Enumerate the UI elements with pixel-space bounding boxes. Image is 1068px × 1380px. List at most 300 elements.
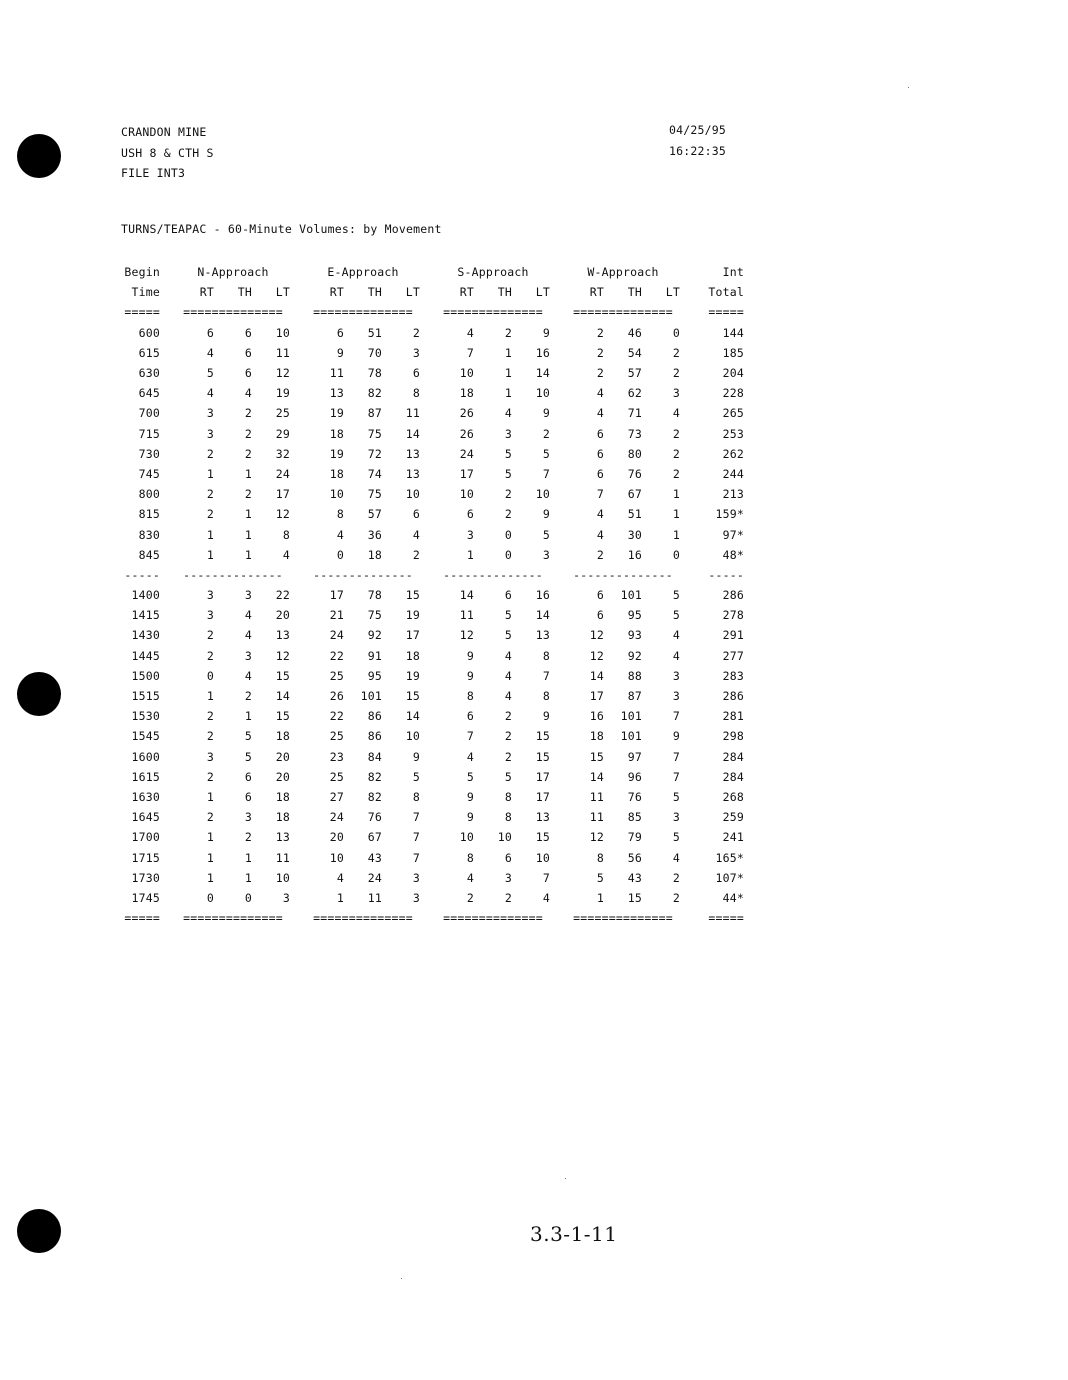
volume-cell: 9 bbox=[542, 406, 550, 421]
volume-cell: 6 bbox=[244, 325, 252, 340]
volume-cell: 15 bbox=[535, 830, 550, 845]
column-gap bbox=[680, 524, 696, 544]
volume-cell: 80 bbox=[627, 446, 642, 461]
column-gap bbox=[550, 504, 566, 524]
total-cell: 185 bbox=[722, 345, 744, 360]
column-gap bbox=[680, 262, 696, 282]
table-row bbox=[118, 484, 744, 504]
volume-cell: 4 bbox=[244, 668, 252, 683]
column-gap bbox=[420, 343, 436, 363]
total-cell: 262 bbox=[722, 446, 744, 461]
volume-cell: 4 bbox=[504, 406, 512, 421]
volume-cell: 3 bbox=[672, 689, 680, 704]
volume-cell: 19 bbox=[275, 386, 290, 401]
volume-cell: 12 bbox=[275, 648, 290, 663]
volume-cell: 3 bbox=[504, 870, 512, 885]
volume-cell: 78 bbox=[367, 366, 382, 381]
volume-cell: 3 bbox=[542, 547, 550, 562]
begin-time-cell: 615 bbox=[138, 345, 160, 360]
column-gap bbox=[420, 403, 436, 423]
volume-cell: 10 bbox=[405, 729, 420, 744]
total-cell: 278 bbox=[722, 608, 744, 623]
volume-cell: 7 bbox=[542, 466, 550, 481]
rule-segment: ----- bbox=[124, 567, 160, 582]
volume-cell: 56 bbox=[627, 850, 642, 865]
column-gap bbox=[420, 323, 436, 343]
volume-cell: 17 bbox=[535, 769, 550, 784]
column-gap bbox=[550, 585, 566, 605]
table-row bbox=[118, 363, 744, 383]
volume-cell: 13 bbox=[329, 386, 344, 401]
volume-cell: 76 bbox=[367, 810, 382, 825]
volume-cell: 75 bbox=[367, 608, 382, 623]
rule-segment: ===== bbox=[124, 305, 160, 320]
volume-cell: 24 bbox=[459, 446, 474, 461]
volume-cell: 1 bbox=[244, 870, 252, 885]
volume-cell: 6 bbox=[336, 325, 344, 340]
volume-cell: 7 bbox=[412, 850, 420, 865]
volume-cell: 20 bbox=[275, 608, 290, 623]
volume-cell: 5 bbox=[542, 527, 550, 542]
column-gap bbox=[550, 545, 566, 565]
table-row bbox=[118, 706, 744, 726]
begin-time-cell: 1445 bbox=[131, 648, 160, 663]
volume-cell: 8 bbox=[412, 386, 420, 401]
volume-cell: 8 bbox=[504, 789, 512, 804]
total-cell: 241 bbox=[722, 830, 744, 845]
total-cell: 48* bbox=[722, 547, 744, 562]
volume-cell: 6 bbox=[244, 366, 252, 381]
column-gap bbox=[290, 807, 306, 827]
volume-cell: 5 bbox=[244, 749, 252, 764]
volume-cell: 5 bbox=[542, 446, 550, 461]
volume-cell: 101 bbox=[360, 689, 382, 704]
movement-header: RT bbox=[589, 285, 604, 300]
volume-cell: 7 bbox=[672, 709, 680, 724]
volume-cell: 3 bbox=[504, 426, 512, 441]
volume-cell: 3 bbox=[206, 426, 214, 441]
begin-time-cell: 800 bbox=[138, 487, 160, 502]
begin-time-cell: 830 bbox=[138, 527, 160, 542]
column-gap bbox=[550, 686, 566, 706]
total-cell: 265 bbox=[722, 406, 744, 421]
rule-segment: ===== bbox=[124, 911, 160, 926]
volume-cell: 3 bbox=[412, 345, 420, 360]
column-gap bbox=[420, 646, 436, 666]
volume-cell: 12 bbox=[275, 366, 290, 381]
column-gap bbox=[550, 343, 566, 363]
table-row bbox=[118, 605, 744, 625]
volume-cell: 4 bbox=[542, 890, 550, 905]
volume-cell: 7 bbox=[466, 345, 474, 360]
movement-header: RT bbox=[459, 285, 474, 300]
column-gap bbox=[160, 403, 176, 423]
volume-cell: 6 bbox=[596, 466, 604, 481]
column-gap bbox=[290, 868, 306, 888]
begin-time-cell: 1500 bbox=[131, 668, 160, 683]
column-gap bbox=[420, 524, 436, 544]
volume-cell: 8 bbox=[466, 850, 474, 865]
column-gap bbox=[290, 282, 306, 302]
volume-cell: 1 bbox=[206, 870, 214, 885]
column-gap bbox=[680, 424, 696, 444]
total-cell: 44* bbox=[722, 890, 744, 905]
volume-cell: 11 bbox=[275, 850, 290, 865]
column-gap bbox=[290, 484, 306, 504]
column-gap bbox=[420, 827, 436, 847]
column-gap bbox=[420, 767, 436, 787]
column-gap bbox=[550, 565, 566, 585]
volume-cell: 19 bbox=[405, 668, 420, 683]
column-gap bbox=[550, 323, 566, 343]
volume-cell: 19 bbox=[329, 406, 344, 421]
column-gap bbox=[160, 383, 176, 403]
volume-cell: 9 bbox=[466, 648, 474, 663]
project-name: CRANDON MINE bbox=[121, 125, 207, 139]
table-row bbox=[118, 403, 744, 423]
volume-cell: 2 bbox=[504, 749, 512, 764]
volume-cell: 1 bbox=[244, 709, 252, 724]
volume-cell: 4 bbox=[596, 507, 604, 522]
movement-header: RT bbox=[329, 285, 344, 300]
begin-time-cell: 700 bbox=[138, 406, 160, 421]
begin-time-cell: 1745 bbox=[131, 890, 160, 905]
volume-cell: 6 bbox=[412, 366, 420, 381]
column-gap bbox=[680, 363, 696, 383]
column-gap bbox=[680, 323, 696, 343]
volume-cell: 17 bbox=[405, 628, 420, 643]
volume-cell: 3 bbox=[244, 588, 252, 603]
column-gap bbox=[550, 868, 566, 888]
volume-cell: 5 bbox=[504, 769, 512, 784]
volume-cell: 51 bbox=[627, 507, 642, 522]
volume-cell: 1 bbox=[206, 547, 214, 562]
column-gap bbox=[550, 807, 566, 827]
column-gap bbox=[160, 646, 176, 666]
movement-header: TH bbox=[627, 285, 642, 300]
column-gap bbox=[420, 282, 436, 302]
volume-cell: 3 bbox=[282, 890, 290, 905]
begin-time-cell: 645 bbox=[138, 386, 160, 401]
volume-cell: 6 bbox=[596, 446, 604, 461]
table-row bbox=[118, 383, 744, 403]
volume-cell: 10 bbox=[329, 850, 344, 865]
volume-cell: 14 bbox=[589, 769, 604, 784]
column-gap bbox=[420, 484, 436, 504]
volume-cell: 20 bbox=[275, 749, 290, 764]
volume-cell: 1 bbox=[504, 386, 512, 401]
column-gap bbox=[160, 787, 176, 807]
column-gap bbox=[420, 565, 436, 585]
volume-cell: 11 bbox=[367, 890, 382, 905]
volume-cell: 9 bbox=[672, 729, 680, 744]
volume-cell: 3 bbox=[672, 386, 680, 401]
volume-cell: 11 bbox=[589, 789, 604, 804]
total-cell: 298 bbox=[722, 729, 744, 744]
volume-cell: 3 bbox=[466, 527, 474, 542]
volume-cell: 24 bbox=[329, 628, 344, 643]
column-gap bbox=[290, 747, 306, 767]
volume-cell: 2 bbox=[672, 466, 680, 481]
column-gap bbox=[550, 666, 566, 686]
total-cell: 204 bbox=[722, 366, 744, 381]
table-row bbox=[118, 726, 744, 746]
begin-time-cell: 1630 bbox=[131, 789, 160, 804]
column-gap bbox=[290, 424, 306, 444]
column-gap bbox=[160, 888, 176, 908]
column-gap bbox=[420, 908, 436, 928]
volume-cell: 2 bbox=[504, 709, 512, 724]
table-row bbox=[118, 767, 744, 787]
column-gap bbox=[680, 888, 696, 908]
volume-cell: 87 bbox=[367, 406, 382, 421]
volume-cell: 2 bbox=[672, 870, 680, 885]
table-row bbox=[118, 444, 744, 464]
volume-cell: 13 bbox=[535, 628, 550, 643]
header-double-rule bbox=[118, 302, 744, 322]
volume-cell: 2 bbox=[244, 830, 252, 845]
column-gap bbox=[290, 686, 306, 706]
column-gap bbox=[160, 686, 176, 706]
volume-cell: 25 bbox=[329, 668, 344, 683]
volume-cell: 2 bbox=[504, 890, 512, 905]
volume-cell: 5 bbox=[504, 608, 512, 623]
volume-cell: 18 bbox=[275, 729, 290, 744]
volume-cell: 1 bbox=[206, 830, 214, 845]
table-row bbox=[118, 868, 744, 888]
table-row bbox=[118, 827, 744, 847]
punch-hole-bottom bbox=[17, 1209, 61, 1253]
volume-cell: 3 bbox=[206, 406, 214, 421]
volume-cell: 92 bbox=[627, 648, 642, 663]
volume-cell: 5 bbox=[672, 789, 680, 804]
approach-header: E-Approach bbox=[327, 265, 399, 280]
volume-cell: 5 bbox=[596, 870, 604, 885]
volume-cell: 4 bbox=[504, 668, 512, 683]
group-header-row bbox=[118, 262, 744, 282]
table-row bbox=[118, 524, 744, 544]
volume-cell: 2 bbox=[672, 366, 680, 381]
volume-cell: 4 bbox=[244, 608, 252, 623]
volume-cell: 1 bbox=[206, 850, 214, 865]
column-gap bbox=[420, 302, 436, 322]
column-gap bbox=[550, 464, 566, 484]
volume-cell: 11 bbox=[329, 366, 344, 381]
volume-cell: 76 bbox=[627, 466, 642, 481]
column-gap bbox=[550, 262, 566, 282]
table-row bbox=[118, 504, 744, 524]
column-gap bbox=[420, 625, 436, 645]
total-cell: 213 bbox=[722, 487, 744, 502]
volume-cell: 2 bbox=[596, 325, 604, 340]
total-cell: 144 bbox=[722, 325, 744, 340]
volume-cell: 6 bbox=[596, 426, 604, 441]
total-cell: 268 bbox=[722, 789, 744, 804]
total-cell: 284 bbox=[722, 769, 744, 784]
column-gap bbox=[550, 827, 566, 847]
total-cell: 291 bbox=[722, 628, 744, 643]
volume-cell: 22 bbox=[329, 709, 344, 724]
table-row bbox=[118, 323, 744, 343]
volume-cell: 82 bbox=[367, 789, 382, 804]
column-gap bbox=[550, 444, 566, 464]
total-cell: 277 bbox=[722, 648, 744, 663]
volume-cell: 15 bbox=[275, 668, 290, 683]
volume-cell: 20 bbox=[329, 830, 344, 845]
begin-time-cell: 845 bbox=[138, 547, 160, 562]
column-gap bbox=[290, 524, 306, 544]
column-gap bbox=[290, 625, 306, 645]
volume-cell: 3 bbox=[244, 810, 252, 825]
column-gap bbox=[550, 302, 566, 322]
volume-cell: 7 bbox=[466, 729, 474, 744]
total-cell: 259 bbox=[722, 810, 744, 825]
volume-cell: 12 bbox=[459, 628, 474, 643]
begin-time-cell: 745 bbox=[138, 466, 160, 481]
volume-cell: 18 bbox=[589, 729, 604, 744]
movement-header: LT bbox=[405, 285, 420, 300]
volume-cell: 0 bbox=[672, 547, 680, 562]
volume-cell: 19 bbox=[405, 608, 420, 623]
volume-cell: 2 bbox=[206, 648, 214, 663]
column-gap bbox=[290, 545, 306, 565]
volume-cell: 1 bbox=[244, 466, 252, 481]
column-gap bbox=[420, 605, 436, 625]
volume-cell: 2 bbox=[206, 507, 214, 522]
table-row bbox=[118, 646, 744, 666]
table-row bbox=[118, 424, 744, 444]
volume-cell: 8 bbox=[504, 810, 512, 825]
volume-cell: 5 bbox=[672, 588, 680, 603]
volume-cell: 57 bbox=[367, 507, 382, 522]
total-cell: 244 bbox=[722, 466, 744, 481]
report-time: 16:22:35 bbox=[669, 143, 726, 158]
volume-cell: 17 bbox=[535, 789, 550, 804]
volume-cell: 8 bbox=[412, 789, 420, 804]
begin-header: Begin bbox=[124, 265, 160, 280]
column-gap bbox=[290, 363, 306, 383]
total-cell: 159* bbox=[715, 507, 744, 522]
volume-cell: 18 bbox=[459, 386, 474, 401]
punch-hole-top bbox=[17, 134, 61, 178]
column-gap bbox=[420, 363, 436, 383]
volume-cell: 10 bbox=[535, 850, 550, 865]
column-gap bbox=[680, 767, 696, 787]
volume-cell: 26 bbox=[459, 406, 474, 421]
volume-cell: 20 bbox=[275, 769, 290, 784]
column-gap bbox=[420, 424, 436, 444]
volume-table-body bbox=[118, 262, 744, 928]
volume-cell: 73 bbox=[627, 426, 642, 441]
volume-cell: 13 bbox=[535, 810, 550, 825]
volume-cell: 4 bbox=[282, 547, 290, 562]
volume-cell: 29 bbox=[275, 426, 290, 441]
volume-cell: 4 bbox=[412, 527, 420, 542]
column-gap bbox=[160, 747, 176, 767]
file-name: FILE INT3 bbox=[121, 166, 186, 180]
volume-cell: 54 bbox=[627, 345, 642, 360]
volume-cell: 8 bbox=[596, 850, 604, 865]
column-gap bbox=[550, 747, 566, 767]
volume-cell: 82 bbox=[367, 386, 382, 401]
volume-cell: 3 bbox=[672, 810, 680, 825]
volume-cell: 2 bbox=[412, 325, 420, 340]
volume-cell: 72 bbox=[367, 446, 382, 461]
column-gap bbox=[160, 908, 176, 928]
column-gap bbox=[680, 343, 696, 363]
begin-time-cell: 730 bbox=[138, 446, 160, 461]
volume-cell: 4 bbox=[336, 527, 344, 542]
volume-cell: 11 bbox=[589, 810, 604, 825]
volume-cell: 2 bbox=[206, 487, 214, 502]
volume-cell: 15 bbox=[535, 749, 550, 764]
approach-header: N-Approach bbox=[197, 265, 269, 280]
volume-cell: 2 bbox=[412, 547, 420, 562]
volume-cell: 101 bbox=[620, 588, 642, 603]
column-gap bbox=[550, 706, 566, 726]
volume-cell: 14 bbox=[589, 668, 604, 683]
volume-cell: 5 bbox=[504, 446, 512, 461]
begin-time-cell: 1700 bbox=[131, 830, 160, 845]
volume-cell: 5 bbox=[206, 366, 214, 381]
volume-cell: 0 bbox=[504, 527, 512, 542]
volume-cell: 1 bbox=[244, 527, 252, 542]
volume-cell: 18 bbox=[405, 648, 420, 663]
table-row bbox=[118, 747, 744, 767]
volume-cell: 76 bbox=[627, 789, 642, 804]
volume-cell: 2 bbox=[206, 769, 214, 784]
column-gap bbox=[290, 706, 306, 726]
column-gap bbox=[160, 868, 176, 888]
volume-cell: 87 bbox=[627, 689, 642, 704]
volume-cell: 18 bbox=[329, 426, 344, 441]
column-gap bbox=[550, 625, 566, 645]
rule-segment: -------------- bbox=[443, 567, 543, 582]
volume-cell: 57 bbox=[627, 366, 642, 381]
volume-cell: 2 bbox=[542, 426, 550, 441]
column-gap bbox=[680, 625, 696, 645]
volume-cell: 12 bbox=[589, 648, 604, 663]
volume-cell: 12 bbox=[275, 507, 290, 522]
column-gap bbox=[420, 504, 436, 524]
volume-cell: 1 bbox=[244, 850, 252, 865]
volume-cell: 75 bbox=[367, 487, 382, 502]
volume-cell: 101 bbox=[620, 709, 642, 724]
volume-cell: 4 bbox=[206, 386, 214, 401]
volume-cell: 12 bbox=[589, 628, 604, 643]
column-gap bbox=[680, 686, 696, 706]
volume-cell: 7 bbox=[672, 749, 680, 764]
volume-cell: 46 bbox=[627, 325, 642, 340]
volume-cell: 21 bbox=[329, 608, 344, 623]
volume-cell: 7 bbox=[412, 830, 420, 845]
volume-cell: 24 bbox=[275, 466, 290, 481]
report-date: 04/25/95 bbox=[669, 123, 726, 137]
volume-cell: 0 bbox=[206, 890, 214, 905]
volume-cell: 8 bbox=[336, 507, 344, 522]
column-gap bbox=[420, 807, 436, 827]
column-gap bbox=[160, 827, 176, 847]
volume-cell: 79 bbox=[627, 830, 642, 845]
total-cell: 281 bbox=[722, 709, 744, 724]
volume-cell: 17 bbox=[275, 487, 290, 502]
volume-cell: 5 bbox=[466, 769, 474, 784]
volume-cell: 6 bbox=[412, 507, 420, 522]
volume-cell: 10 bbox=[459, 830, 474, 845]
volume-cell: 2 bbox=[504, 325, 512, 340]
column-gap bbox=[160, 504, 176, 524]
column-gap bbox=[550, 605, 566, 625]
